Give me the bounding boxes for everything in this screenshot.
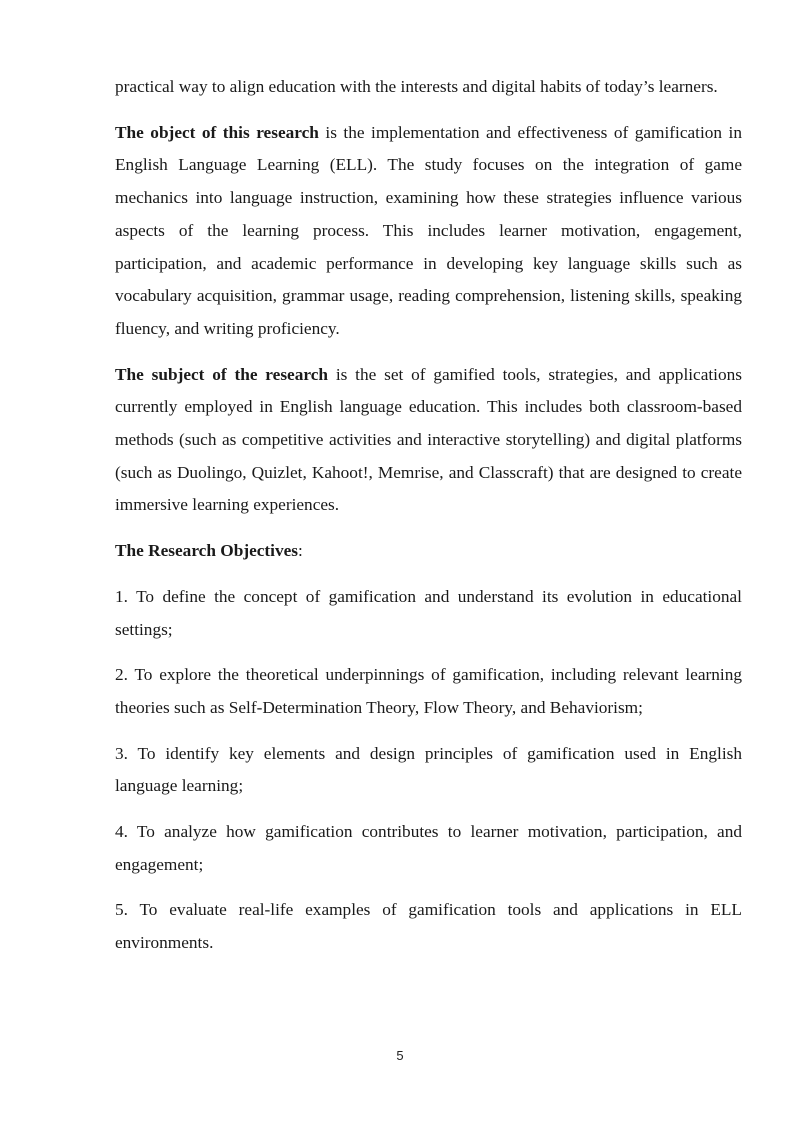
page-body: [115, 71, 742, 973]
subject-of-research-text: is the set of gamified tools, strategies, and applications currently employed in English language education. This includes both classroom-based methods (such as competitive activities and interactive storytelling) and digital platforms (such as Duolingo, Quizlet, Kahoot!, Memrise, and Classcraft) that are designed to create immersive learning experiences.: [115, 364, 742, 515]
object-of-research-label: The object of this research: [115, 122, 319, 142]
research-objectives-heading: [115, 535, 742, 568]
subject-of-research-paragraph: [115, 359, 742, 523]
objective-item-4: 4. To analyze how gamification contributes to learner motivation, participation, and engagement;: [115, 822, 742, 874]
subject-of-research-label: The subject of the research: [115, 364, 329, 384]
objective-item-3: 3. To identify key elements and design principles of gamification used in English language learning;: [115, 743, 742, 796]
objective-item-1: 1. To define the concept of gamification and understand its evolution in educational settings;: [115, 586, 742, 639]
objective-item-2: 2. To explore the theoretical underpinnings of gamification, including relevant learning theories such as Self-Determination Theory, Flow Theory, and Behaviorism;: [115, 665, 742, 717]
intro-continuation-paragraph: practical way to align education with the interests and digital habits of today’s learners.: [115, 77, 718, 96]
object-of-research-text: is the implementation and effectiveness of gamification in English Language Learning (ELL). The study focuses on the integration of game mechanics into language instruction, examining how these strategies influence various aspects of the learning process. This includes learner motivation, engagement, participation, and academic performance in developing key language skills such as vocabulary acquisition, grammar usage, reading comprehension, listening skills, speaking fluency, and writing proficiency.: [115, 122, 743, 338]
research-objectives-label: The Research Objectives: [115, 541, 299, 561]
research-objectives-colon: :: [298, 541, 303, 561]
objective-item-5: 5. To evaluate real-life examples of gamification tools and applications in ELL environments.: [115, 900, 742, 953]
page-number: 5: [396, 1048, 404, 1063]
object-of-research-paragraph: [115, 117, 742, 346]
